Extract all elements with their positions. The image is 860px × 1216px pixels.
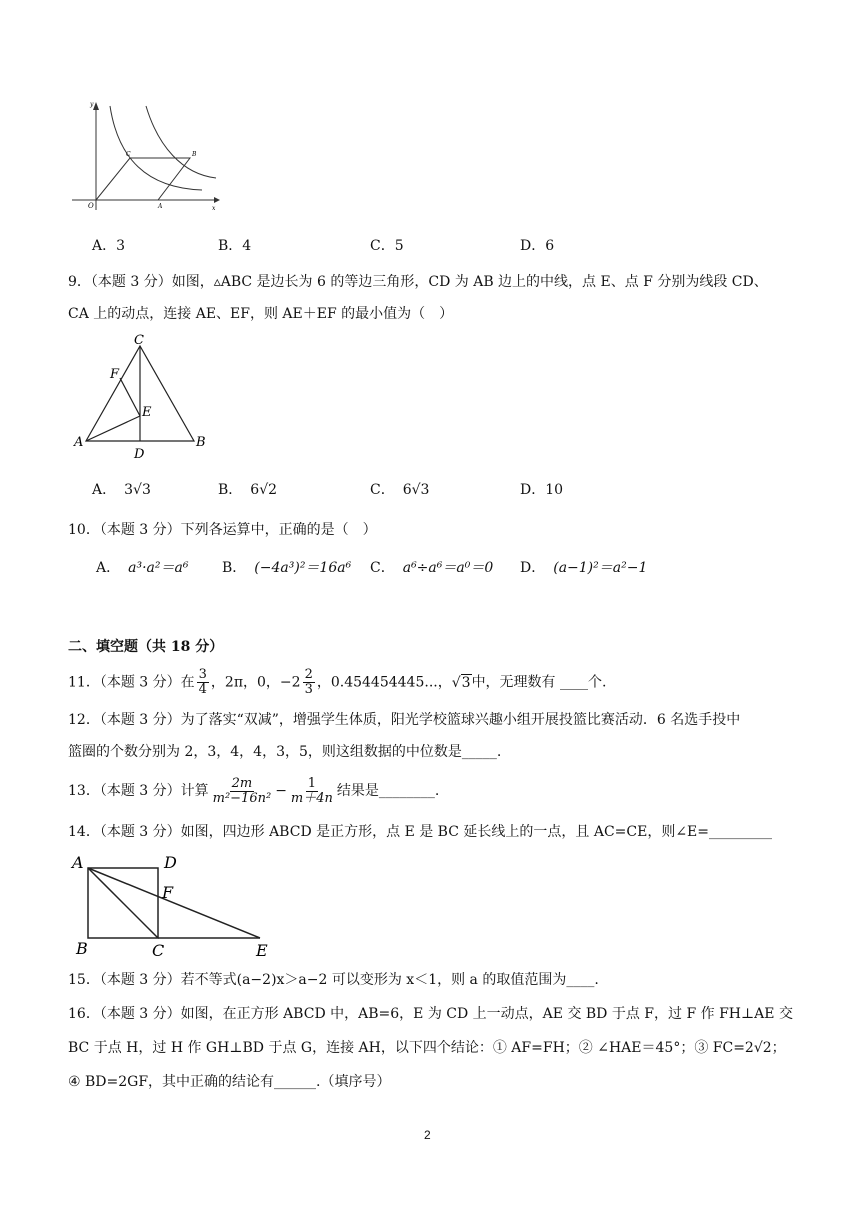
q8-option-d: D．6: [520, 238, 555, 254]
q14-label-a: A: [72, 853, 84, 872]
q9-option-b: B． 6√2: [218, 482, 278, 498]
q13-frac-1: $\frac{2m}{\text{m²−16n²}}$: [212, 775, 272, 806]
q9-option-d: D．10: [520, 482, 564, 498]
q16-text-line3: ④ BD=2GF，其中正确的结论有______.（填序号）: [68, 1074, 391, 1090]
q8-label-o: O: [88, 202, 94, 210]
q10-option-b: B． (−4a³)²＝16a⁶: [222, 560, 352, 576]
q14-label-e: E: [256, 941, 268, 960]
q10-text: 10．（本题 3 分）下列各运算中，正确的是（ ）: [68, 522, 377, 538]
q11-text: 11．（本题 3 分）在 $\frac{3}{4}$ ，2π，0，−2 $\frac{2}{3}$ ，0.454454445...，√3中，无理数有 ____个.: [68, 667, 607, 697]
q10-option-a-expr: a³·a²＝a⁶: [128, 560, 189, 576]
q10-option-c: C． a⁶÷a⁶＝a⁰＝0: [370, 560, 494, 576]
q14-figure: [70, 850, 280, 960]
q13-text: 13．（本题 3 分）计算 $\frac{2m}{\text{m²−16n²}}$ − $\frac{1}{m+4n}$ 结果是________.: [68, 775, 440, 806]
q9-text-line1: 9．（本题 3 分）如图，▵ABC 是边长为 6 的等边三角形，CD 为 AB 边上的中线，点 E、点 F 分别为线段 CD、: [68, 274, 768, 290]
q9-label-e: E: [142, 405, 152, 420]
q8-label-b: B: [192, 151, 197, 158]
page-number: 2: [424, 1128, 431, 1142]
q8-label-c: C: [126, 151, 131, 158]
q9-option-a-value: 3√3: [124, 482, 151, 498]
q11-sqrt-3: √3: [451, 674, 471, 691]
q8-label-y: y: [90, 101, 94, 108]
q9-label-a: A: [74, 435, 84, 450]
q9-option-a: A． 3√3: [92, 482, 151, 498]
q10-option-a: A． a³·a²＝a⁶: [96, 560, 189, 576]
q10-option-c-expr: a⁶÷a⁶＝a⁰＝0: [402, 560, 494, 576]
q14-label-b: B: [76, 939, 88, 958]
q10-option-d-expr: (a−1)²＝a²−1: [553, 560, 648, 576]
q9-label-c: C: [134, 333, 144, 348]
q9-option-c: C． 6√3: [370, 482, 430, 498]
q8-option-c: C．5: [370, 238, 404, 254]
q16-text-line1: 16．（本题 3 分）如图，在正方形 ABCD 中，AB=6，E 为 CD 上一动点，AE 交 BD 于点 F，过 F 作 FH⊥AE 交: [68, 1006, 793, 1022]
q9-option-b-value: 6√2: [250, 482, 278, 498]
q9-label-d: D: [134, 447, 145, 462]
q12-text-line1: 12．（本题 3 分）为了落实“双减”，增强学生体质，阳光学校篮球兴趣小组开展投篮比赛活动．6 名选手投中: [68, 712, 741, 728]
q9-text-line2: CA 上的动点，连接 AE、EF，则 AE＋EF 的最小值为（ ）: [68, 306, 454, 322]
section-heading-fill-in: 二、填空题（共 18 分）: [68, 639, 224, 655]
q16-text-line2: BC 于点 H，过 H 作 GH⊥BD 于点 G，连接 AH，以下四个结论：① AF=FH；② ∠HAE＝45°；③ FC=2√2；: [68, 1040, 786, 1056]
q8-option-a: A．3: [92, 238, 126, 254]
q8-label-a: A: [158, 203, 163, 210]
q13-frac-2: $\frac{1}{m+4n}$: [290, 775, 333, 806]
q9-option-c-value: 6√3: [402, 482, 430, 498]
q14-text: 14．（本题 3 分）如图，四边形 ABCD 是正方形，点 E 是 BC 延长线上的一点，且 AC=CE，则∠E=_________: [68, 824, 773, 840]
q14-label-c: C: [152, 941, 165, 960]
q14-label-f: F: [162, 883, 174, 902]
q12-text-line2: 篮圈的个数分别为 2，3，4，4，3，5，则这组数据的中位数是_____.: [68, 744, 502, 760]
q11-frac-2-3: $\frac{2}{3}$: [304, 667, 313, 697]
q9-label-f: F: [110, 367, 120, 382]
q10-option-d: D． (a−1)²＝a²−1: [520, 560, 648, 576]
q9-label-b: B: [196, 435, 206, 450]
q8-label-x: x: [212, 205, 216, 212]
q8-figure: [66, 98, 226, 216]
q15-text: 15．（本题 3 分）若不等式(a−2)x＞a−2 可以变形为 x＜1，则 a 的取值范围为____.: [68, 972, 599, 988]
q11-frac-3-4: $\frac{3}{4}$: [198, 667, 207, 697]
q14-label-d: D: [164, 853, 177, 872]
q8-option-b: B．4: [218, 238, 252, 254]
q9-figure: [70, 332, 220, 462]
q10-option-b-expr: (−4a³)²＝16a⁶: [254, 560, 352, 576]
